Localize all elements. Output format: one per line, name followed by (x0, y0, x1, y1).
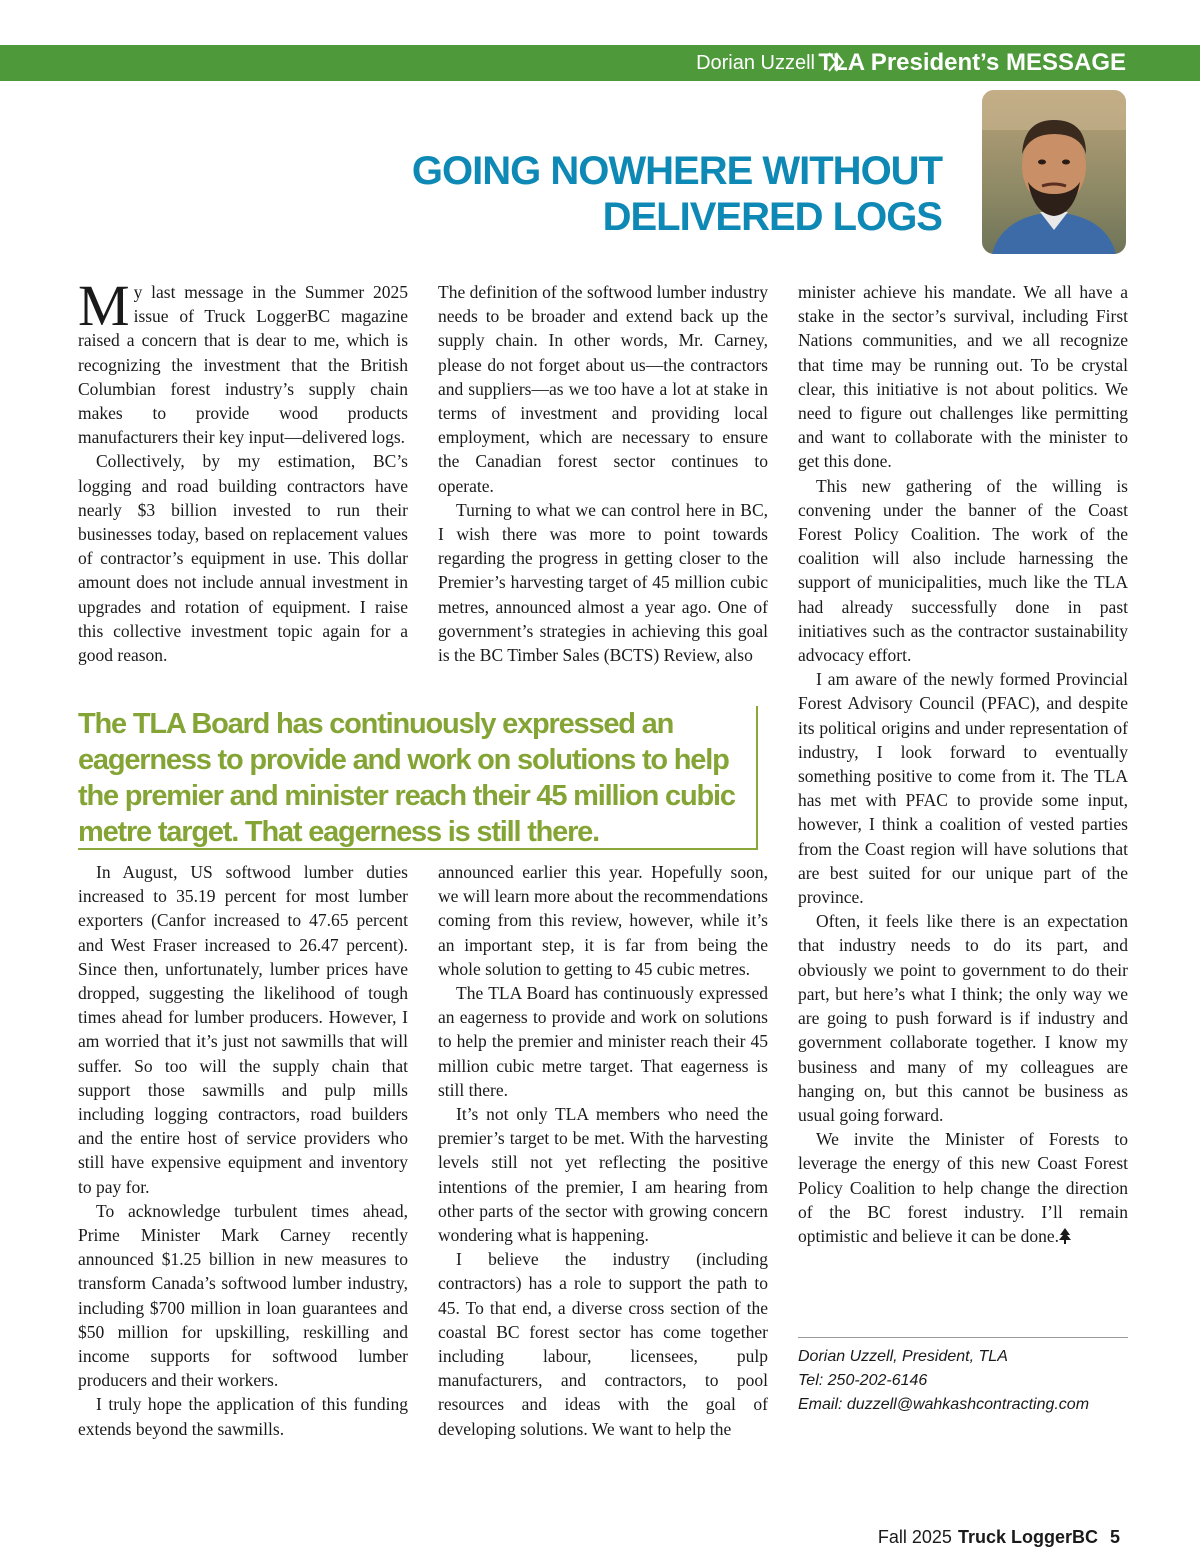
paragraph: I believe the industry (including contractors) has a role to support the path to 45. To that end, a diverse cross section of the coastal BC forest sector has come together including labour, licensees, pulp manufacturers, and contractors, to pool resources and ideas with the goal of developing solutions. We want to help the (438, 1249, 768, 1439)
paragraph: minister achieve his mandate. We all have a stake in the sector’s survival, including First Nations communities, and we all recognize that time may be running out. To be crystal clear, this initiative is not about politics. We need to figure out challenges like permitting and want to collaborate with the minister to get this done. (798, 282, 1128, 472)
article-column-2-top (438, 280, 768, 667)
paragraph: It’s not only TLA members who need the premier’s target to be met. With the harvesting levels still not yet reflecting the positive intentions of the premier, I am hearing from other parts of the sector with growing concern wondering what is happening. (438, 1104, 768, 1246)
footer-magazine: Truck LoggerBC (957, 1527, 1098, 1547)
paragraph: To acknowledge turbulent times ahead, Prime Minister Mark Carney recently announced $1.25 billion in new measures to transform Canada’s softwood lumber industry, including $700 million in loan guarantees and $50 million for upskilling, reskilling and income supports for softwood lumber producers and their workers. (78, 1200, 408, 1391)
drop-cap: M (78, 273, 130, 338)
tree-icon (1059, 1228, 1071, 1244)
article-title-line1: GOING NOWHERE WITHOUT (411, 149, 942, 193)
paragraph: Turning to what we can control here in BC, I wish there was more to point towards regarding the progress in getting closer to the Premier’s harvesting target of 45 million cubic metres, announced almost a year ago. One of government’s strategies in achieving this goal is the BC Timber Sales (BCTS) Review, also (438, 499, 768, 666)
paragraph: The definition of the softwood lumber industry needs to be broader and extend back up the supply chain. In other words, Mr. Carney, please do not forget about us—the contractors and suppliers—as we too have a lot at stake in terms of investment and providing local employment, which are necessary to ensure the Canadian forest sector continues to operate. (438, 282, 768, 496)
article-column-1-top (78, 273, 408, 667)
paragraph: Collectively, by my estimation, BC’s logging and road building contractors have nearly $3 billion invested to run their businesses today, based on replacement values of contractor’s equipment in use. This dollar amount does not include annual investment in upgrades and rotation of equipment. I raise this collective investment topic again for a good reason. (78, 451, 408, 666)
signature-tel: Tel: 250-202-6146 (798, 1372, 928, 1389)
pull-quote (78, 706, 758, 850)
header-section-title: TLA President’s MESSAGE (818, 49, 1126, 76)
page-footer (878, 1527, 1120, 1548)
portrait-photo-icon (982, 90, 1126, 254)
paragraph: I truly hope the application of this funding extends beyond the sawmills. (78, 1394, 408, 1439)
author-photo (982, 90, 1126, 254)
article-column-2-bottom (438, 860, 768, 1441)
section-header-bar (0, 45, 1200, 81)
signature-name: Dorian Uzzell, President, TLA (798, 1348, 1008, 1365)
paragraph (78, 273, 408, 449)
signature-email: Email: duzzell@wahkashcontracting.com (798, 1396, 1090, 1413)
paragraph: announced earlier this year. Hopefully soon, we will learn more about the recommendations coming from this review, however, while it’s an important step, it is far from being the whole solution to getting to 45 cubic metres. (438, 862, 768, 979)
signature-divider (798, 1337, 1128, 1338)
paragraph-text: y last message in the Summer 2025 issue of Truck LoggerBC magazine raised a concern that is dear to me, which is recognizing the investment that the British Columbian forest industry’s supply chain makes to provide wood products manufacturers their key input—delivered logs. (78, 282, 408, 448)
paragraph-text: We invite the Minister of Forests to leverage the energy of this new Coast Forest Policy Coalition to help change the direction of the BC forest industry. I’ll remain optimistic and believe it can be done. (798, 1129, 1128, 1246)
paragraph: I am aware of the newly formed Provincial Forest Advisory Council (PFAC), and despite its political origins and under representation of industry, I look forward to eventually something positive to come from it. The TLA has met with PFAC to provide some input, however, I think a coalition of vested parties from the Coast region will have solutions that are best suited for our unique part of the province. (798, 669, 1128, 908)
article-column-3 (798, 280, 1128, 1248)
footer-issue: Fall 2025 (877, 1527, 952, 1547)
header-author: Dorian Uzzell (696, 52, 815, 74)
paragraph: In August, US softwood lumber duties increased to 35.19 percent for most lumber exporters (Canfor increased to 47.65 percent and West Fraser increased to 26.47 percent). Since then, unfortunately, lumber prices have dropped, suggesting the likelihood of tough times ahead for lumber producers. However, I am worried that it’s just not sawmills that will suffer. So too will the supply chain that support those sawmills and pulp mills including logging contractors, road builders and the entire host of service providers who still have expensive equipment and inventory to pay for. (78, 862, 408, 1197)
paragraph: The TLA Board has continuously expressed an eagerness to provide and work on solutions to help the premier and minister reach their 45 million cubic metre target. That eagerness is still there. (438, 983, 768, 1100)
paragraph (798, 1127, 1128, 1248)
paragraph: Often, it feels like there is an expectation that industry needs to do its part, and obviously we point to government to do their part, but here’s what I think; the only way we are going to push forward is if industry and government collaborate together. I know my business and many of my colleagues are hanging on, but this cannot be business as usual going forward. (798, 911, 1128, 1125)
paragraph: This new gathering of the willing is convening under the banner of the Coast Forest Policy Coalition. The work of the coalition will also include harnessing the support of municipalities, much like the TLA had already successfully done in past initiatives such as the contractor sustainability advocacy effort. (798, 475, 1128, 666)
article-title-line2: DELIVERED LOGS (602, 195, 942, 239)
pull-quote-text: The TLA Board has continuously expressed an eagerness to provide and work on solutions to help the premier and minister reach their 45 million cubic metre target. That eagerness is still there. (78, 708, 735, 848)
article-title (300, 148, 942, 240)
page-number: 5 (1109, 1527, 1120, 1547)
article-column-1-bottom (78, 860, 408, 1441)
